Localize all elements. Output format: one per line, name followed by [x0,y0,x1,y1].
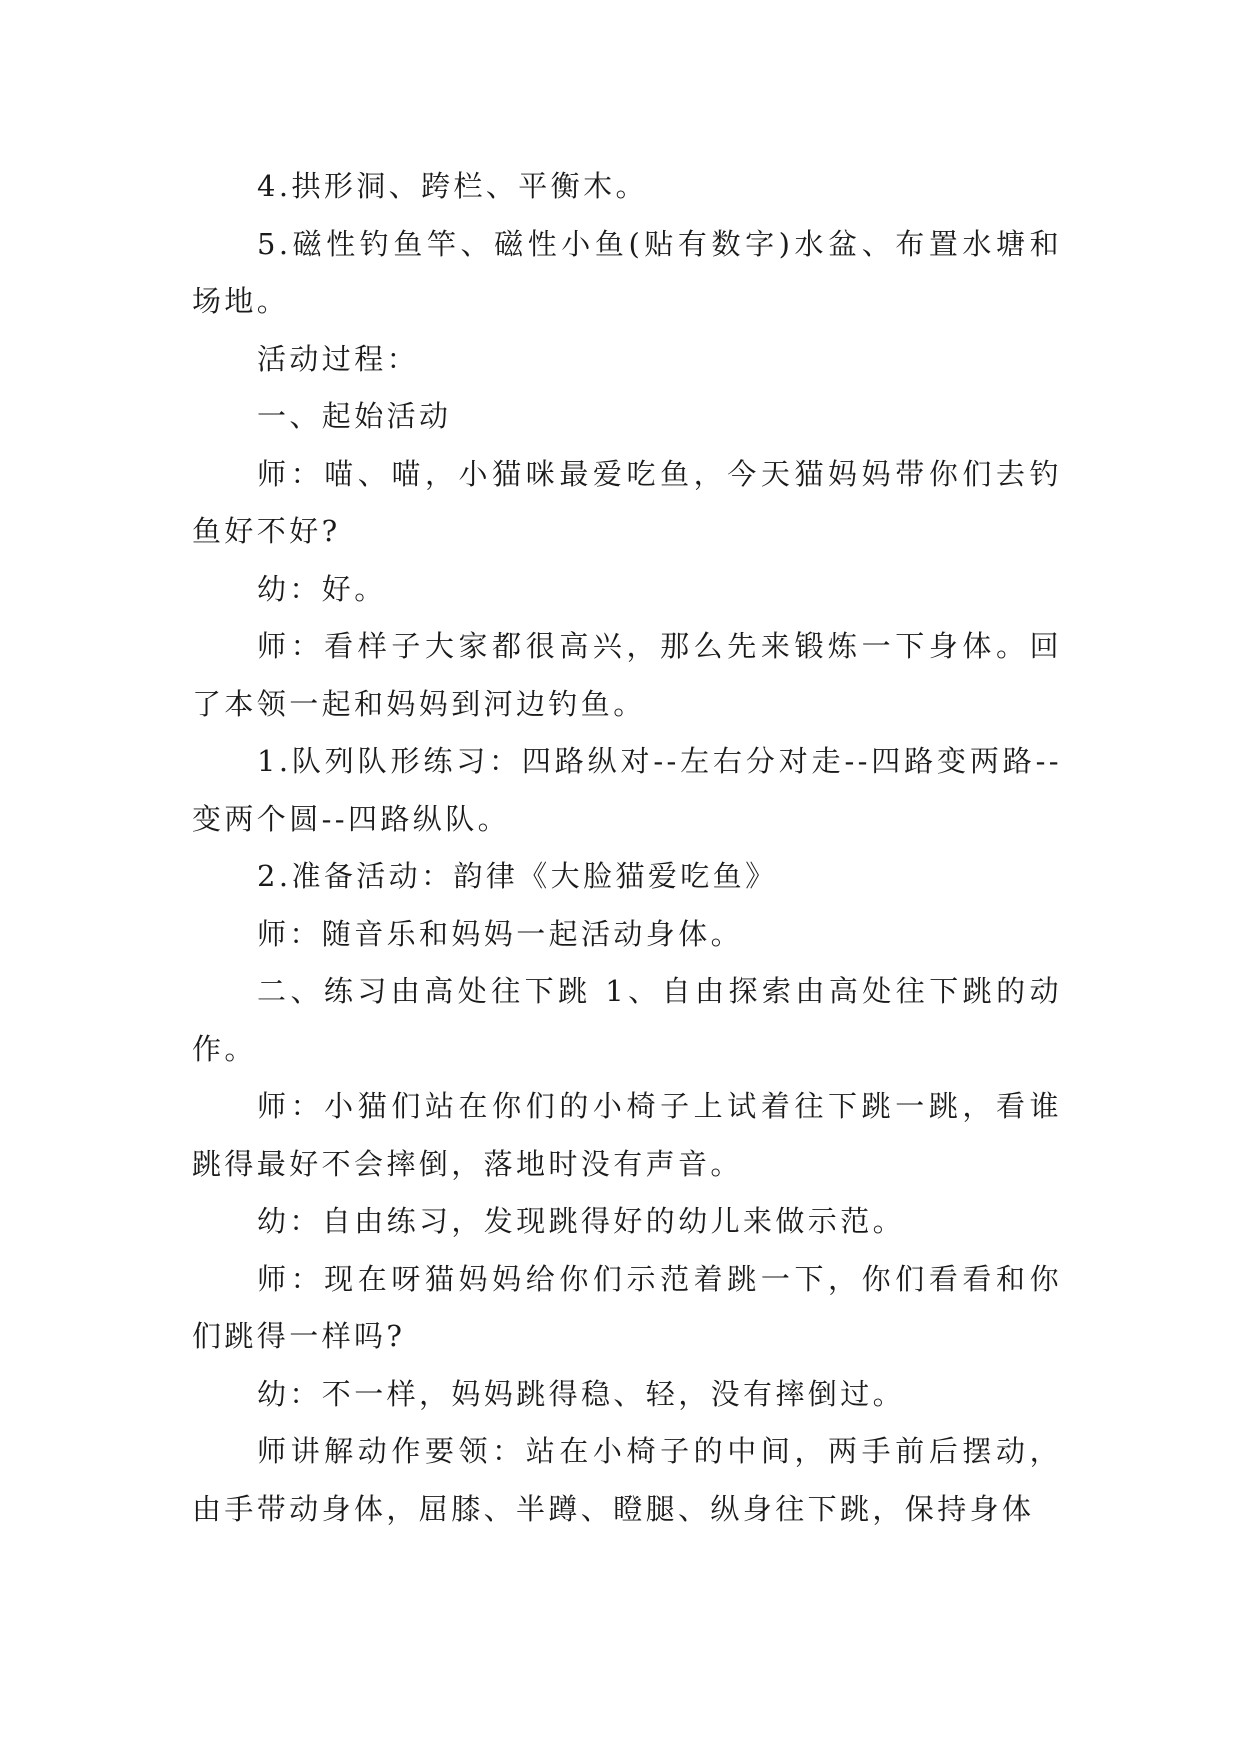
step-formation-practice: 1.队列队形练习：四路纵对--左右分对走--四路变两路--变两个圆--四路纵队。 [192,744,1062,836]
dialogue-child-2: 幼：自由练习，发现跳得好的幼儿来做示范。 [257,1204,906,1238]
dialogue-teacher-4: 师：小猫们站在你们的小椅子上试着往下跳一跳，看谁跳得最好不会摔倒，落地时没有声音。 [192,1089,1062,1181]
list-item-equipment-4: 4.拱形洞、跨栏、平衡木。 [257,169,648,203]
dialogue-teacher-5: 师：现在呀猫妈妈给你们示范着跳一下，你们看看和你们跳得一样吗? [192,1261,1062,1353]
dialogue-teacher-3: 师：随音乐和妈妈一起活动身体。 [257,916,744,951]
dialogue-child-1: 幼：好。 [257,571,387,606]
dialogue-child-3: 幼：不一样，妈妈跳得稳、轻，没有摔倒过。 [257,1376,906,1411]
step-warmup-activity: 2.准备活动：韵律《大脸猫爱吃鱼》 [257,859,778,893]
teacher-explanation: 师讲解动作要领：站在小椅子的中间，两手前后摆动，由手带动身体，屈膝、半蹲、瞪腿、纵身往下跳，保持身体 [192,1434,1062,1526]
list-item-equipment-5: 5.磁性钓鱼竿、磁性小鱼(贴有数字)水盆、布置水塘和场地。 [192,226,1062,318]
dialogue-teacher-2: 师：看样子大家都很高兴，那么先来锻炼一下身体。回了本领一起和妈妈到河边钓鱼。 [192,629,1062,721]
document-body [192,158,1062,1538]
section-heading-opening-activity: 一、起始活动 [257,399,452,433]
dialogue-teacher-1: 师：喵、喵，小猫咪最爱吃鱼，今天猫妈妈带你们去钓鱼好不好? [192,456,1062,548]
section-heading-activity-process: 活动过程： [257,341,420,376]
section-heading-jump-practice: 二、练习由高处往下跳 1、自由探索由高处往下跳的动作。 [192,974,1062,1066]
